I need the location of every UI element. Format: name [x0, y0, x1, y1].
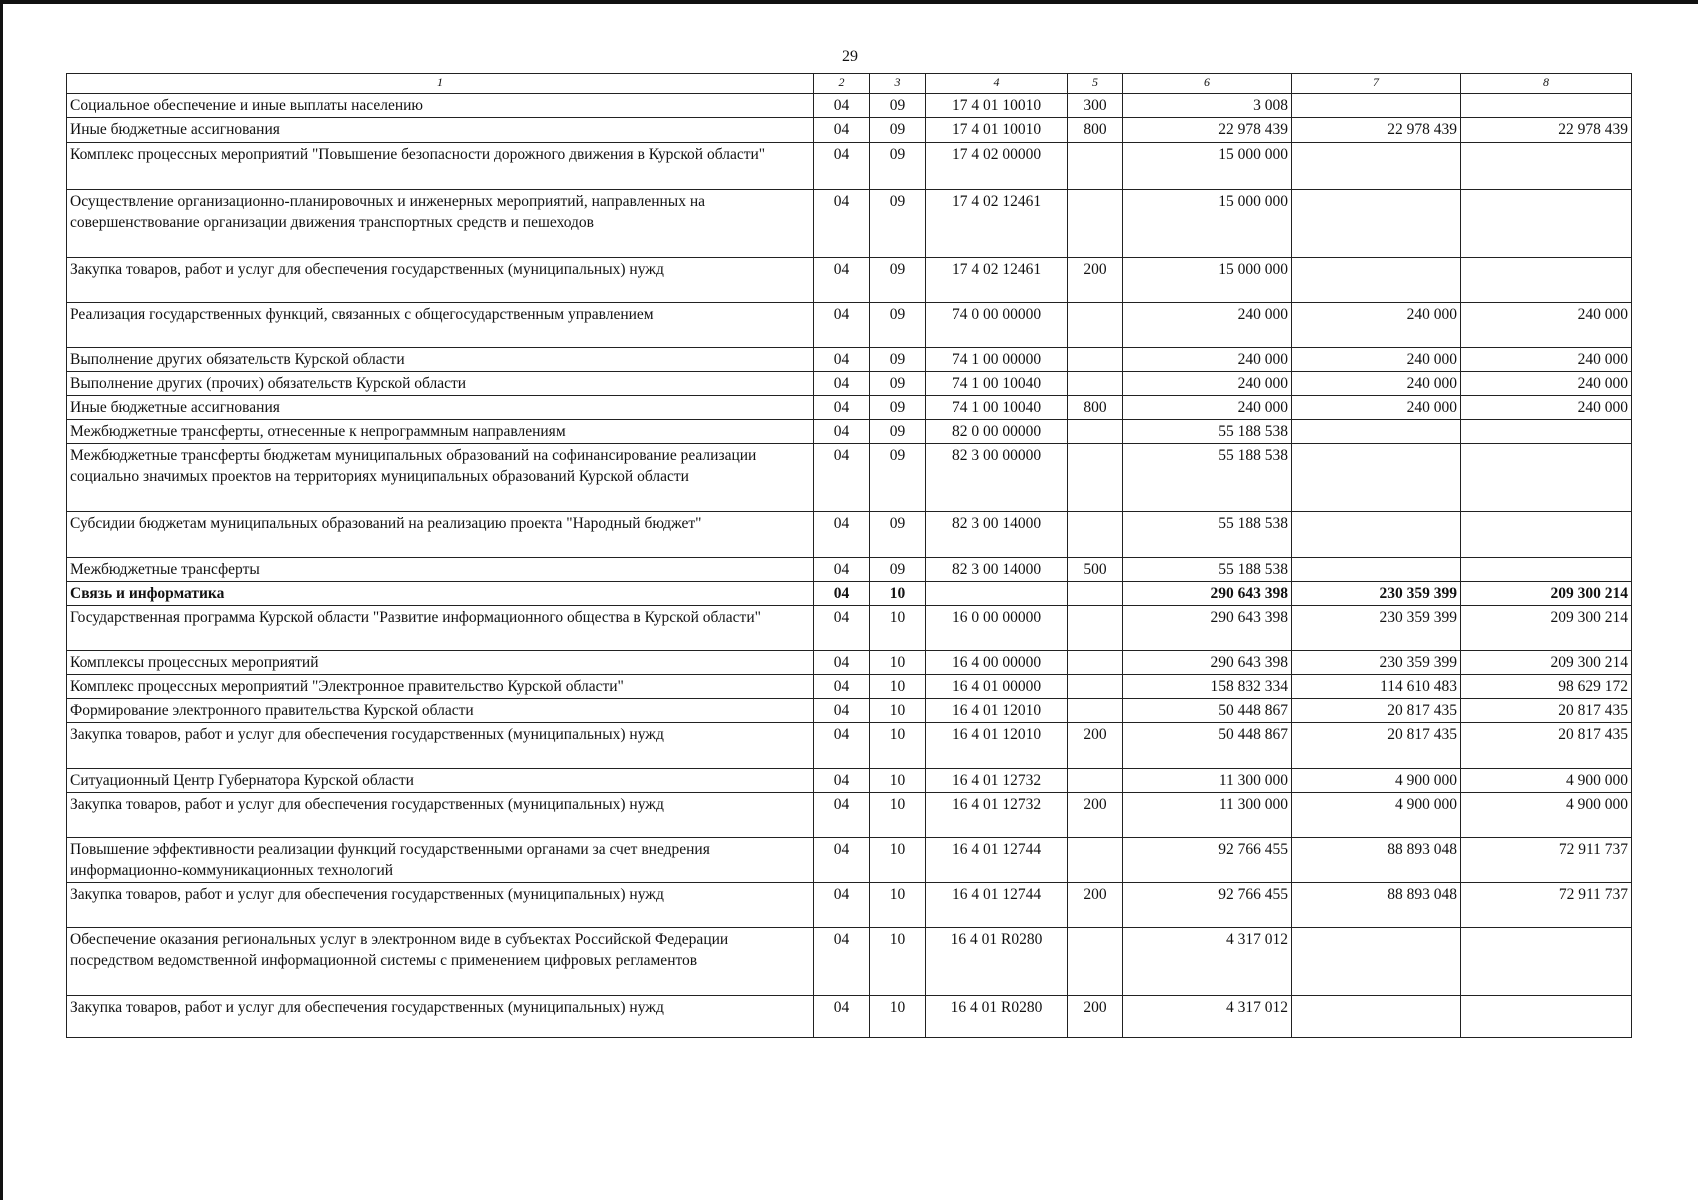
row-amount-col-8 [1461, 512, 1632, 558]
row-target-article-code: 16 4 00 00000 [926, 651, 1068, 675]
row-target-article-code: 82 3 00 14000 [926, 558, 1068, 582]
row-expense-type-code: 800 [1068, 118, 1123, 143]
row-section-code: 04 [814, 651, 870, 675]
row-amount-col-8: 72 911 737 [1461, 838, 1632, 883]
row-amount-col-7: 4 900 000 [1292, 769, 1461, 793]
page-border-top [0, 0, 1698, 4]
row-expense-type-code [1068, 303, 1123, 348]
table-row [67, 348, 1632, 372]
row-amount-col-7: 20 817 435 [1292, 723, 1461, 769]
table-row [67, 190, 1632, 258]
row-expense-type-code [1068, 582, 1123, 606]
table-row [67, 258, 1632, 303]
row-amount-col-7: 240 000 [1292, 372, 1461, 396]
row-subsection-code: 09 [870, 444, 926, 512]
row-expense-type-code [1068, 651, 1123, 675]
column-header: 8 [1461, 74, 1632, 94]
row-expense-type-code [1068, 838, 1123, 883]
row-section-code: 04 [814, 582, 870, 606]
row-amount-col-7 [1292, 512, 1461, 558]
row-section-code: 04 [814, 348, 870, 372]
row-item-name: Повышение эффективности реализации функций государственными органами за счет внедрения информационно-коммуникационных технологий [67, 838, 814, 883]
row-target-article-code: 16 4 01 12010 [926, 699, 1068, 723]
row-target-article-code: 16 4 01 12744 [926, 883, 1068, 928]
column-header: 7 [1292, 74, 1461, 94]
row-amount-col-7: 230 359 399 [1292, 606, 1461, 651]
row-amount-col-6: 50 448 867 [1123, 699, 1292, 723]
table-row [67, 769, 1632, 793]
row-subsection-code: 09 [870, 420, 926, 444]
table-row [67, 996, 1632, 1038]
row-section-code: 04 [814, 838, 870, 883]
row-subsection-code: 09 [870, 348, 926, 372]
row-target-article-code: 16 0 00 00000 [926, 606, 1068, 651]
row-item-name: Закупка товаров, работ и услуг для обеспечения государственных (муниципальных) нужд [67, 793, 814, 838]
row-expense-type-code [1068, 444, 1123, 512]
table-row [67, 582, 1632, 606]
row-item-name: Комплексы процессных мероприятий [67, 651, 814, 675]
row-section-code: 04 [814, 396, 870, 420]
row-amount-col-7 [1292, 444, 1461, 512]
column-header: 5 [1068, 74, 1123, 94]
row-item-name: Формирование электронного правительства Курской области [67, 699, 814, 723]
page-border-left [0, 0, 3, 1200]
column-header: 3 [870, 74, 926, 94]
row-target-article-code: 16 4 01 12744 [926, 838, 1068, 883]
row-amount-col-7 [1292, 258, 1461, 303]
row-subsection-code: 09 [870, 303, 926, 348]
row-expense-type-code [1068, 372, 1123, 396]
table-row [67, 512, 1632, 558]
row-amount-col-6: 55 188 538 [1123, 558, 1292, 582]
row-amount-col-6: 92 766 455 [1123, 883, 1292, 928]
row-subsection-code: 10 [870, 675, 926, 699]
row-amount-col-7: 4 900 000 [1292, 793, 1461, 838]
row-amount-col-8: 240 000 [1461, 348, 1632, 372]
table-row [67, 699, 1632, 723]
row-target-article-code: 17 4 01 10010 [926, 118, 1068, 143]
row-item-name: Межбюджетные трансферты бюджетам муниципальных образований на софинансирование реализации социально значимых проектов на территориях муниципальных образований Курской области [67, 444, 814, 512]
row-amount-col-6: 158 832 334 [1123, 675, 1292, 699]
row-amount-col-6: 11 300 000 [1123, 769, 1292, 793]
table-row [67, 372, 1632, 396]
row-amount-col-8 [1461, 928, 1632, 996]
row-amount-col-7: 230 359 399 [1292, 651, 1461, 675]
row-section-code: 04 [814, 883, 870, 928]
table-row [67, 143, 1632, 190]
row-expense-type-code [1068, 699, 1123, 723]
row-subsection-code: 09 [870, 396, 926, 420]
row-item-name: Государственная программа Курской области "Развитие информационного общества в Курской области" [67, 606, 814, 651]
row-expense-type-code: 200 [1068, 883, 1123, 928]
row-target-article-code: 16 4 01 12010 [926, 723, 1068, 769]
row-section-code: 04 [814, 143, 870, 190]
row-section-code: 04 [814, 420, 870, 444]
row-target-article-code: 74 1 00 00000 [926, 348, 1068, 372]
row-section-code: 04 [814, 118, 870, 143]
table-row [67, 928, 1632, 996]
row-target-article-code: 82 3 00 14000 [926, 512, 1068, 558]
row-item-name: Межбюджетные трансферты [67, 558, 814, 582]
row-amount-col-8 [1461, 420, 1632, 444]
table-row [67, 883, 1632, 928]
row-section-code: 04 [814, 94, 870, 118]
row-target-article-code: 16 4 01 12732 [926, 769, 1068, 793]
row-amount-col-7: 88 893 048 [1292, 838, 1461, 883]
row-item-name: Осуществление организационно-планировочных и инженерных мероприятий, направленных на совершенствование организации движения транспортных средств и пешеходов [67, 190, 814, 258]
row-amount-col-8 [1461, 190, 1632, 258]
row-expense-type-code [1068, 675, 1123, 699]
row-subsection-code: 10 [870, 723, 926, 769]
row-section-code: 04 [814, 675, 870, 699]
row-target-article-code: 82 3 00 00000 [926, 444, 1068, 512]
table-row [67, 303, 1632, 348]
row-amount-col-6: 240 000 [1123, 303, 1292, 348]
row-subsection-code: 10 [870, 883, 926, 928]
row-item-name: Выполнение других (прочих) обязательств Курской области [67, 372, 814, 396]
table-row [67, 444, 1632, 512]
row-section-code: 04 [814, 769, 870, 793]
row-amount-col-8 [1461, 444, 1632, 512]
row-amount-col-6: 3 008 [1123, 94, 1292, 118]
row-expense-type-code: 500 [1068, 558, 1123, 582]
row-section-code: 04 [814, 928, 870, 996]
row-amount-col-8: 209 300 214 [1461, 651, 1632, 675]
row-amount-col-6: 50 448 867 [1123, 723, 1292, 769]
row-target-article-code: 16 4 01 12732 [926, 793, 1068, 838]
row-section-code: 04 [814, 303, 870, 348]
row-section-code: 04 [814, 606, 870, 651]
row-expense-type-code [1068, 190, 1123, 258]
column-number-header [67, 74, 1632, 94]
row-amount-col-7 [1292, 420, 1461, 444]
row-amount-col-7: 88 893 048 [1292, 883, 1461, 928]
table-row [67, 838, 1632, 883]
row-amount-col-8: 240 000 [1461, 303, 1632, 348]
row-expense-type-code: 200 [1068, 723, 1123, 769]
row-section-code: 04 [814, 512, 870, 558]
row-subsection-code: 09 [870, 94, 926, 118]
row-expense-type-code [1068, 143, 1123, 190]
row-amount-col-8: 4 900 000 [1461, 793, 1632, 838]
row-amount-col-8: 240 000 [1461, 372, 1632, 396]
row-subsection-code: 09 [870, 372, 926, 396]
row-amount-col-6: 290 643 398 [1123, 606, 1292, 651]
table-row [67, 793, 1632, 838]
row-target-article-code: 17 4 02 00000 [926, 143, 1068, 190]
row-target-article-code: 82 0 00 00000 [926, 420, 1068, 444]
row-expense-type-code [1068, 606, 1123, 651]
row-amount-col-6: 22 978 439 [1123, 118, 1292, 143]
row-amount-col-8: 4 900 000 [1461, 769, 1632, 793]
row-amount-col-7: 240 000 [1292, 348, 1461, 372]
row-item-name: Закупка товаров, работ и услуг для обеспечения государственных (муниципальных) нужд [67, 883, 814, 928]
row-amount-col-6: 240 000 [1123, 372, 1292, 396]
row-expense-type-code [1068, 769, 1123, 793]
row-amount-col-8 [1461, 143, 1632, 190]
row-section-code: 04 [814, 444, 870, 512]
table-row [67, 420, 1632, 444]
row-item-name: Закупка товаров, работ и услуг для обеспечения государственных (муниципальных) нужд [67, 996, 814, 1038]
row-amount-col-8 [1461, 558, 1632, 582]
row-subsection-code: 10 [870, 769, 926, 793]
row-item-name: Реализация государственных функций, связанных с общегосударственным управлением [67, 303, 814, 348]
row-subsection-code: 10 [870, 651, 926, 675]
row-amount-col-7: 240 000 [1292, 396, 1461, 420]
row-subsection-code: 09 [870, 118, 926, 143]
row-amount-col-7 [1292, 143, 1461, 190]
row-subsection-code: 10 [870, 606, 926, 651]
row-amount-col-8: 240 000 [1461, 396, 1632, 420]
row-expense-type-code [1068, 512, 1123, 558]
row-subsection-code: 09 [870, 512, 926, 558]
row-subsection-code: 10 [870, 793, 926, 838]
row-amount-col-8: 20 817 435 [1461, 723, 1632, 769]
row-item-name: Иные бюджетные ассигнования [67, 396, 814, 420]
row-amount-col-6: 55 188 538 [1123, 512, 1292, 558]
table-row [67, 94, 1632, 118]
row-amount-col-7: 20 817 435 [1292, 699, 1461, 723]
row-section-code: 04 [814, 258, 870, 303]
row-subsection-code: 10 [870, 582, 926, 606]
budget-table [66, 73, 1632, 1038]
row-item-name: Социальное обеспечение и иные выплаты населению [67, 94, 814, 118]
row-target-article-code: 17 4 01 10010 [926, 94, 1068, 118]
row-expense-type-code: 200 [1068, 258, 1123, 303]
row-expense-type-code [1068, 928, 1123, 996]
row-amount-col-8 [1461, 94, 1632, 118]
row-target-article-code: 16 4 01 R0280 [926, 928, 1068, 996]
row-subsection-code: 09 [870, 143, 926, 190]
row-target-article-code: 17 4 02 12461 [926, 190, 1068, 258]
row-target-article-code: 74 1 00 10040 [926, 372, 1068, 396]
row-expense-type-code: 200 [1068, 793, 1123, 838]
row-amount-col-6: 11 300 000 [1123, 793, 1292, 838]
row-amount-col-7: 230 359 399 [1292, 582, 1461, 606]
row-amount-col-8: 20 817 435 [1461, 699, 1632, 723]
row-item-name: Закупка товаров, работ и услуг для обеспечения государственных (муниципальных) нужд [67, 723, 814, 769]
row-amount-col-7 [1292, 558, 1461, 582]
row-target-article-code [926, 582, 1068, 606]
table-row [67, 723, 1632, 769]
row-subsection-code: 09 [870, 558, 926, 582]
row-amount-col-6: 55 188 538 [1123, 420, 1292, 444]
row-item-name: Комплекс процессных мероприятий "Электронное правительство Курской области" [67, 675, 814, 699]
page-number: 29 [842, 48, 858, 65]
row-item-name: Закупка товаров, работ и услуг для обеспечения государственных (муниципальных) нужд [67, 258, 814, 303]
row-target-article-code: 16 4 01 R0280 [926, 996, 1068, 1038]
row-subsection-code: 10 [870, 838, 926, 883]
table-row [67, 396, 1632, 420]
row-section-code: 04 [814, 372, 870, 396]
row-section-code: 04 [814, 190, 870, 258]
row-amount-col-7: 22 978 439 [1292, 118, 1461, 143]
row-section-code: 04 [814, 699, 870, 723]
row-amount-col-8: 209 300 214 [1461, 606, 1632, 651]
row-amount-col-8 [1461, 996, 1632, 1038]
row-target-article-code: 16 4 01 00000 [926, 675, 1068, 699]
table-row [67, 558, 1632, 582]
row-item-name: Субсидии бюджетам муниципальных образований на реализацию проекта "Народный бюджет" [67, 512, 814, 558]
row-amount-col-6: 15 000 000 [1123, 143, 1292, 190]
row-item-name: Межбюджетные трансферты, отнесенные к непрограммным направлениям [67, 420, 814, 444]
row-amount-col-6: 15 000 000 [1123, 190, 1292, 258]
row-subsection-code: 10 [870, 928, 926, 996]
row-section-code: 04 [814, 558, 870, 582]
row-amount-col-6: 290 643 398 [1123, 582, 1292, 606]
table-row [67, 118, 1632, 143]
row-target-article-code: 17 4 02 12461 [926, 258, 1068, 303]
row-amount-col-6: 15 000 000 [1123, 258, 1292, 303]
row-subsection-code: 10 [870, 996, 926, 1038]
row-amount-col-6: 4 317 012 [1123, 996, 1292, 1038]
row-expense-type-code: 800 [1068, 396, 1123, 420]
row-amount-col-8: 209 300 214 [1461, 582, 1632, 606]
row-amount-col-7 [1292, 928, 1461, 996]
row-amount-col-6: 92 766 455 [1123, 838, 1292, 883]
row-amount-col-7 [1292, 94, 1461, 118]
row-amount-col-7: 240 000 [1292, 303, 1461, 348]
row-item-name: Иные бюджетные ассигнования [67, 118, 814, 143]
row-subsection-code: 10 [870, 699, 926, 723]
row-item-name: Связь и информатика [67, 582, 814, 606]
row-amount-col-7 [1292, 190, 1461, 258]
row-amount-col-6: 290 643 398 [1123, 651, 1292, 675]
column-header: 6 [1123, 74, 1292, 94]
row-expense-type-code [1068, 420, 1123, 444]
row-amount-col-8: 72 911 737 [1461, 883, 1632, 928]
row-expense-type-code: 300 [1068, 94, 1123, 118]
row-item-name: Ситуационный Центр Губернатора Курской области [67, 769, 814, 793]
row-section-code: 04 [814, 996, 870, 1038]
row-section-code: 04 [814, 723, 870, 769]
row-amount-col-6: 240 000 [1123, 396, 1292, 420]
row-item-name: Обеспечение оказания региональных услуг в электронном виде в субъектах Российской Федерации посредством ведомственной информационной системы с применением цифровых регламентов [67, 928, 814, 996]
row-amount-col-6: 4 317 012 [1123, 928, 1292, 996]
row-amount-col-6: 240 000 [1123, 348, 1292, 372]
row-subsection-code: 09 [870, 258, 926, 303]
column-header: 4 [926, 74, 1068, 94]
column-header: 2 [814, 74, 870, 94]
row-target-article-code: 74 0 00 00000 [926, 303, 1068, 348]
row-amount-col-8: 98 629 172 [1461, 675, 1632, 699]
row-section-code: 04 [814, 793, 870, 838]
row-target-article-code: 74 1 00 10040 [926, 396, 1068, 420]
column-header: 1 [67, 74, 814, 94]
table-row [67, 651, 1632, 675]
row-item-name: Выполнение других обязательств Курской области [67, 348, 814, 372]
row-amount-col-6: 55 188 538 [1123, 444, 1292, 512]
table-row [67, 675, 1632, 699]
row-amount-col-8 [1461, 258, 1632, 303]
row-item-name: Комплекс процессных мероприятий "Повышение безопасности дорожного движения в Курской области" [67, 143, 814, 190]
row-amount-col-7: 114 610 483 [1292, 675, 1461, 699]
row-expense-type-code: 200 [1068, 996, 1123, 1038]
row-expense-type-code [1068, 348, 1123, 372]
row-subsection-code: 09 [870, 190, 926, 258]
table-row [67, 606, 1632, 651]
row-amount-col-7 [1292, 996, 1461, 1038]
row-amount-col-8: 22 978 439 [1461, 118, 1632, 143]
